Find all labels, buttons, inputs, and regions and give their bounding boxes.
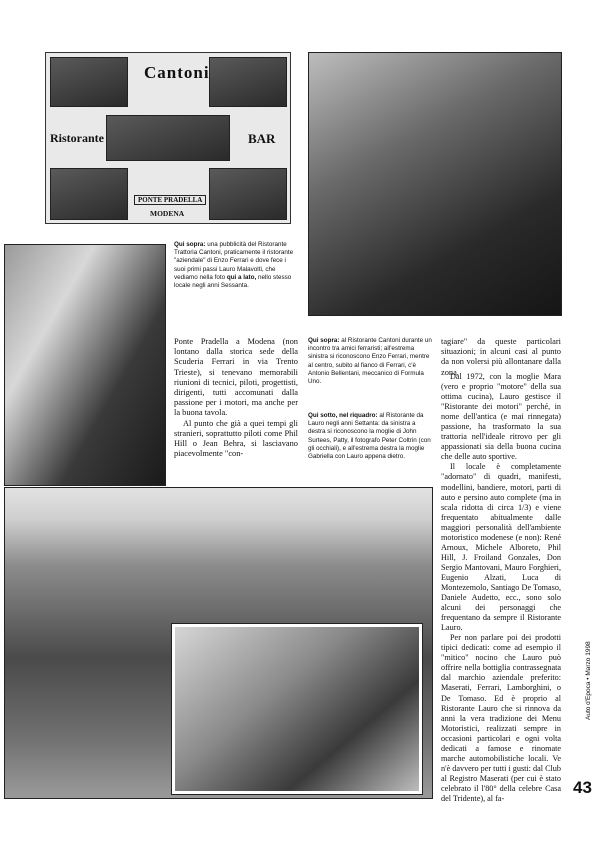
- ferrari-friends-photo: [308, 52, 562, 316]
- caption-advert-lead2: qui a lato,: [226, 273, 257, 281]
- col3-paragraph-2: Il locale è completamente "adornato" di quadri, manifesti, modellini, bandiere, motori, parti di auto e persino auto complete (ma in scala ridotta di circa 1/3) e viene frequentato abitualmente dalle maggiori personalità dell'ambiente motoristico modenese (e non): René Arnoux, Michele Alboreto, Phil Hill, J. Froiland Gonzales, Don Sergio Mantovani, Mauro Forghieri, Eugenio Alzati, Luca di Montezemolo, Santiago De Tomaso, Daniele Audetto, ecc., sono solo alcuni dei personaggi che frequentano da sempre il Ristorante Lauro.: [441, 462, 561, 633]
- interior-photo-3: [50, 168, 128, 220]
- col1-paragraph-2: Al punto che già a quei tempi gli stranieri, soprattutto piloti come Phil Hill o Jean Behra, si lasciavano piacevolmente "con-: [174, 418, 298, 459]
- article-column-1: [174, 337, 298, 459]
- caption-friends-text: al Ristorante Cantoni durante un incontro tra amici ferraristi; all'estrema sinistra si riconoscono Enzo Ferrari, mentre al centro, subito al fianco di Ferrari, c'è Antonio Bellentani, meccanico di Formula Uno.: [308, 337, 432, 386]
- article-column-3: [441, 372, 561, 804]
- ad-city: MODENA: [150, 209, 185, 218]
- cantoni-advertisement: [45, 52, 291, 224]
- ad-ristorante-label: Ristorante: [50, 131, 104, 145]
- col3-paragraph-3: Per non parlare poi dei prodotti tipici dedicati: come ad esempio il "mitico" nocino che Lauro può offrire nella bottiglia contrassegnata dal marchio aziendale preferito: Maserati, Ferrari, Lamborghini, o De Tomaso. Ed è proprio al Ristorante Lauro che si rinnova da anni la vera tradizione dei Menu Motoristici, realizzati sempre in occasioni particolari e ogni volta dedicati a famose e rinomate marche automobilistiche locali. Ve n'è davvero per tutti i gusti: dal Club al Registro Maserati (per cui è stato celebrato il l'80° della celebre Casa del Tridente), al fa-: [441, 633, 561, 803]
- interior-photo-1: [50, 57, 128, 107]
- caption-inset: [308, 412, 433, 461]
- interior-photo-2: [209, 57, 287, 107]
- lauro-restaurant-inset-photo: [172, 624, 422, 794]
- caption-advert-text: una pubblicità del Ristorante Trattoria Cantoni, praticamente il ristorante "aziendale" di Enzo Ferrari e dove fece i suoi primi passi Lauro Malavolti, che vediamo nella foto: [174, 241, 294, 281]
- caption-advert: [174, 241, 298, 290]
- interior-photo-4: [209, 168, 287, 220]
- ad-bar-label: BAR: [248, 131, 276, 146]
- restaurant-facade-photo: [106, 115, 230, 161]
- ad-address: PONTE PRADELLA: [134, 195, 206, 205]
- caption-friends-lead: Qui sopra:: [308, 337, 340, 344]
- col1-paragraph-1: Ponte Pradella a Modena (non lontano dalla storica sede della Scuderia Ferrari in via Trento Trieste), si tenevano memorabili riunioni di tecnici, piloti, progettisti, dirigenti, tutti accomunati dalla passione per i motori, ma anche per la buona tavola.: [174, 337, 298, 418]
- caption-inset-text: al Ristorante da Lauro negli anni Settanta: da sinistra a destra si riconoscono la moglie di John Surtees, Patty, il fotografo Peter Coltrin (con gli occhiali), e all'estrema destra la moglie Gabriella con Lauro appena dietro.: [308, 412, 431, 461]
- lauro-malavolti-photo: [4, 244, 166, 486]
- caption-inset-lead: Qui sotto, nel riquadro:: [308, 412, 378, 419]
- col2-paragraph-1: tagiare" da queste particolari situazioni; in alcuni casi al punto da non volersi più allontanare dalla zona.: [441, 337, 561, 377]
- caption-advert-lead: Qui sopra:: [174, 241, 206, 248]
- page-number: 43: [573, 778, 592, 797]
- caption-friends: [308, 337, 433, 386]
- caption-advert-text2: nello stesso locale negli anni Sessanta.: [174, 273, 292, 290]
- col3-paragraph-1: Dal 1972, con la moglie Mara (vero e proprio "motore" della sua ottima cucina), Lauro gestisce il "Ristorante dei motori" perché, in nome dell'antica (e mai rinnegata) passione, ha trasformato la sua trattoria nell'ideale ritrovo per gli appassionati sia della buona cucina che delle auto sportive.: [441, 372, 561, 462]
- ad-name: Cantoni: [144, 63, 210, 82]
- magazine-footer: Auto d'Epoca • Marzo 1998: [585, 641, 592, 720]
